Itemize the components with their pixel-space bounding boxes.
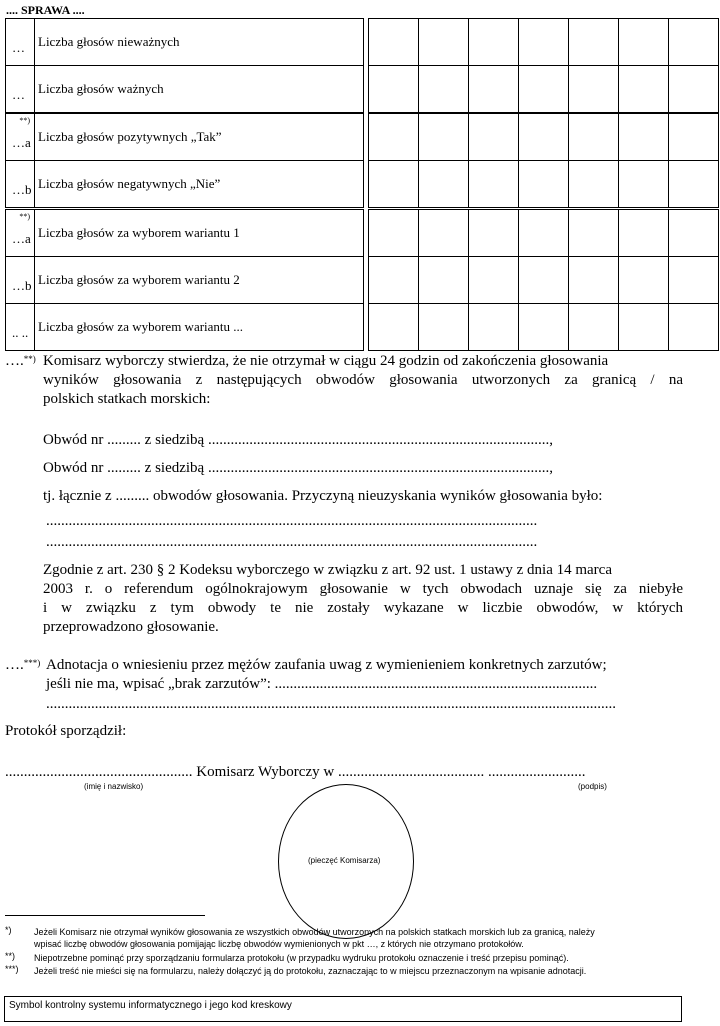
digit-box[interactable]	[619, 210, 669, 257]
table-row	[6, 19, 719, 66]
digit-box[interactable]	[619, 304, 669, 351]
table-row	[6, 304, 719, 351]
digit-box[interactable]	[619, 114, 669, 161]
digit-box[interactable]	[669, 161, 719, 208]
footnote-mark: *)	[5, 925, 12, 935]
legal-note: Zgodnie z art. 230 § 2 Kodeksu wyborczego w związku z art. 92 ust. 1 ustawy z dnia 14 marca 2003 r. o referendum ogólnokrajowym głosowanie w tych obwodach uznaje się za niebyłe i w związku z tym obwody te nie zostały wykazane w liczbie obwodów, w których przeprowadzono głosowanie.	[43, 562, 683, 635]
digit-box[interactable]	[369, 210, 419, 257]
footnote-mark: **)	[5, 951, 16, 961]
barcode-label: Symbol kontrolny systemu informatycznego i jego kod kreskowy	[9, 1000, 292, 1011]
stamp-caption: (pieczęć Komisarza)	[308, 856, 381, 865]
row-label: Liczba głosów ważnych	[35, 66, 364, 113]
digit-box[interactable]	[569, 66, 619, 113]
votes-table-group2	[5, 113, 719, 208]
digit-box[interactable]	[419, 257, 469, 304]
digit-box[interactable]	[419, 161, 469, 208]
row-number: …b	[6, 257, 35, 304]
digit-box[interactable]	[369, 114, 419, 161]
digit-box[interactable]	[569, 161, 619, 208]
table-row	[6, 66, 719, 113]
digit-box[interactable]	[369, 257, 419, 304]
footnote-text: Jeżeli treść nie mieści się na formularzu, należy dołączyć ją do protokołu, zaznaczając to w miejscu przeznaczonym na wpisanie adnotacji.	[34, 966, 587, 976]
commissioner-statement: Komisarz wyborczy stwierdza, że nie otrzymał w ciągu 24 godzin od zakończenia głosowania wyników głosowania z następujących obwodów głosowania utworzonych za granicą / na polskich statkach morskich:	[43, 353, 683, 407]
table-row	[6, 161, 719, 208]
row-number: **) …a	[6, 210, 35, 257]
digit-box[interactable]	[419, 66, 469, 113]
digit-box[interactable]	[469, 257, 519, 304]
footnote-text: Niepotrzebne pominąć przy sporządzaniu formularza protokołu (w przypadku wydruku protokołu oznaczenie i treść przepisu pominąć).	[34, 953, 569, 963]
barcode-box	[4, 996, 682, 1022]
digit-box[interactable]	[569, 304, 619, 351]
digit-box[interactable]	[519, 210, 569, 257]
digit-box[interactable]	[619, 66, 669, 113]
row-label: Liczba głosów za wyborem wariantu 2	[35, 257, 364, 304]
table-row	[6, 257, 719, 304]
digit-box[interactable]	[619, 257, 669, 304]
digit-box[interactable]	[469, 19, 519, 66]
digit-box[interactable]	[369, 66, 419, 113]
digit-box[interactable]	[469, 161, 519, 208]
votes-table-group1	[5, 18, 719, 113]
row-number: …b	[6, 161, 35, 208]
digit-box[interactable]	[519, 19, 569, 66]
digit-box[interactable]	[469, 210, 519, 257]
digit-box[interactable]	[669, 66, 719, 113]
annotation-line-3[interactable]: ........................................................................................................................................................	[46, 696, 616, 712]
digit-box[interactable]	[669, 304, 719, 351]
digit-box[interactable]	[569, 114, 619, 161]
annotation-prefix: ….***)	[5, 657, 41, 673]
digit-box[interactable]	[669, 114, 719, 161]
reason-line-2[interactable]: ...................................................................................................................................	[46, 534, 538, 550]
digit-box[interactable]	[419, 210, 469, 257]
row-label: Liczba głosów negatywnych „Nie”	[35, 161, 364, 208]
digit-box[interactable]	[519, 114, 569, 161]
row-number: …	[6, 19, 35, 66]
digit-box[interactable]	[569, 210, 619, 257]
digit-box[interactable]	[369, 161, 419, 208]
table-row	[6, 114, 719, 161]
commissioner-prefix: ….**)	[5, 353, 36, 369]
digit-box[interactable]	[369, 19, 419, 66]
row-label: Liczba głosów nieważnych	[35, 19, 364, 66]
digit-box[interactable]	[419, 114, 469, 161]
digit-box[interactable]	[469, 304, 519, 351]
row-number: .. ..	[6, 304, 35, 351]
row-label: Liczba głosów za wyborem wariantu ...	[35, 304, 364, 351]
digit-box[interactable]	[619, 19, 669, 66]
digit-box[interactable]	[569, 257, 619, 304]
digit-box[interactable]	[469, 114, 519, 161]
votes-table-group3	[5, 209, 719, 351]
name-caption: (imię i nazwisko)	[84, 782, 144, 791]
digit-box[interactable]	[419, 304, 469, 351]
digit-box[interactable]	[519, 257, 569, 304]
digit-box[interactable]	[569, 19, 619, 66]
district-line-1[interactable]: Obwód nr ......... z siedzibą ...........................................................................................,	[43, 432, 553, 448]
footnote-mark: ***)	[5, 964, 19, 974]
footnote-text: Jeżeli Komisarz nie otrzymał wyników głosowania ze wszystkich obwodów utworzonych na polskich statkach morskich lub za granicą, należy wpisać liczbę obwodów głosowania pomijając liczbę obwodów wymienionych w pkt …, z których nie otrzymano protokołów.	[34, 927, 595, 949]
annotation-text: Adnotacja o wniesieniu przez mężów zaufania uwag z wymienieniem konkretnych zarzutów; jeśli nie ma, wpisać „brak zarzutów”: ......................................................................................	[46, 657, 607, 692]
protocol-author-label: Protokół sporządził:	[5, 723, 127, 739]
table-row	[6, 210, 719, 257]
district-line-2[interactable]: Obwód nr ......... z siedzibą ...........................................................................................,	[43, 460, 553, 476]
digit-box[interactable]	[419, 19, 469, 66]
row-label: Liczba głosów pozytywnych „Tak”	[35, 114, 364, 161]
digit-box[interactable]	[619, 161, 669, 208]
row-label: Liczba głosów za wyborem wariantu 1	[35, 210, 364, 257]
digit-box[interactable]	[469, 66, 519, 113]
footnote-divider	[5, 915, 205, 916]
digit-box[interactable]	[669, 257, 719, 304]
row-number: …	[6, 66, 35, 113]
total-districts-line: tj. łącznie z ......... obwodów głosowania. Przyczyną nieuzyskania wyników głosowania było:	[43, 488, 603, 504]
digit-box[interactable]	[519, 66, 569, 113]
digit-box[interactable]	[669, 19, 719, 66]
digit-box[interactable]	[519, 161, 569, 208]
reason-line-1[interactable]: ...................................................................................................................................	[46, 513, 538, 529]
digit-box[interactable]	[519, 304, 569, 351]
signature-caption: (podpis)	[578, 782, 607, 791]
section-title: .... SPRAWA ....	[6, 3, 85, 17]
digit-box[interactable]	[669, 210, 719, 257]
signature-line[interactable]: .................................................. Komisarz Wyborczy w ....................................... ..........................	[5, 764, 586, 780]
row-number: **) …a	[6, 114, 35, 161]
digit-box[interactable]	[369, 304, 419, 351]
